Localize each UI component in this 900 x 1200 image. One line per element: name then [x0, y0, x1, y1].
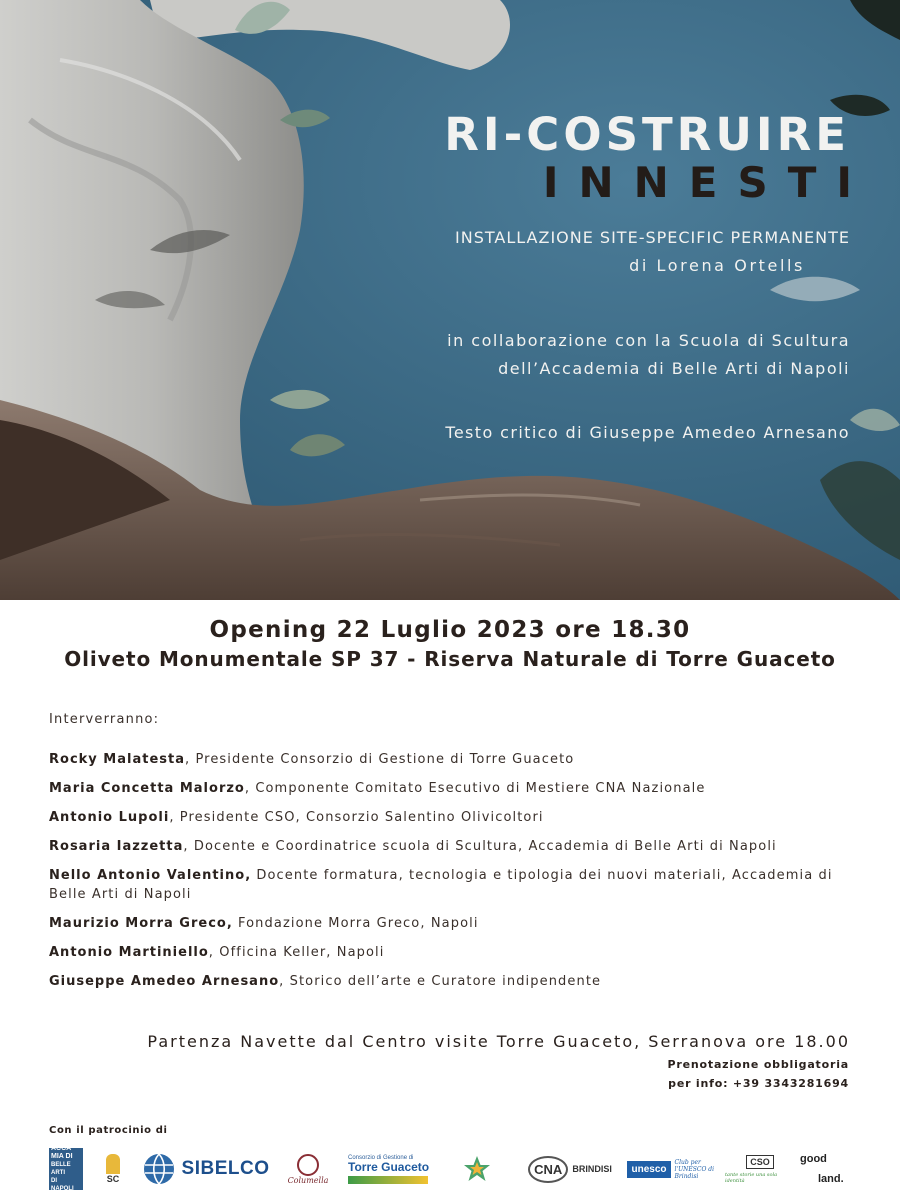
speaker-name: Antonio Lupoli [49, 810, 170, 825]
speaker-role: , Docente e Coordinatrice scuola di Scultura, Accademia di Belle Arti di Napoli [183, 839, 777, 854]
cna-city-text: BRINDISI [572, 1164, 612, 1174]
torre-guaceto-small-text: Consorzio di Gestione di [348, 1154, 414, 1161]
sibelco-logo-text: SIBELCO [181, 1158, 270, 1179]
sponsor-logos [45, 1145, 865, 1192]
accademia-logo [49, 1145, 83, 1192]
speaker-role: Docente formatura, tecnologia e tipologia dei nuovi materiali, Accademia di Belle Arti di Napoli [49, 868, 833, 902]
cna-logo [525, 1148, 615, 1190]
exhibition-subtitle-innesti: INNESTI [542, 158, 872, 207]
speaker-name: Giuseppe Amedeo Arnesano [49, 974, 280, 989]
speaker-role: , Storico dell’arte e Curatore indipendente [279, 974, 602, 989]
speaker-name: Rocky Malatesta [49, 752, 185, 767]
star-icon [462, 1154, 492, 1184]
cso-logo [725, 1148, 795, 1190]
accademia-logo-line: DI NAPOLI [51, 1178, 74, 1192]
speaker-item [49, 750, 869, 769]
sc-logo-mark [106, 1154, 120, 1174]
speaker-item [49, 943, 869, 962]
ministry-logo [460, 1148, 494, 1190]
speaker-item [49, 914, 869, 933]
shuttle-info: Partenza Navette dal Centro visite Torre Guaceto, Serranova ore 18.00 [147, 1032, 850, 1051]
collaboration-line-2: dell’Accademia di Belle Arti di Napoli [498, 359, 850, 378]
installation-type: INSTALLAZIONE SITE-SPECIFIC PERMANENTE [455, 228, 850, 247]
unesco-logo-text: unesco [627, 1161, 670, 1178]
speaker-name: Rosaria Iazzetta [49, 839, 184, 854]
accademia-logo-line: ACCA [51, 1145, 72, 1152]
speaker-name: Antonio Martiniello [49, 945, 209, 960]
speaker-item [49, 972, 869, 991]
collaboration-line-1: in collaborazione con la Scuola di Scultura [447, 331, 850, 350]
sc-logo [103, 1148, 123, 1190]
booking-note: Prenotazione obbligatoria [667, 1058, 849, 1071]
accademia-logo-line: MIA DI [51, 1153, 73, 1160]
speaker-role: , Presidente Consorzio di Gestione di Torre Guaceto [185, 752, 575, 767]
torre-guaceto-landscape-icon [348, 1176, 428, 1184]
globe-icon [142, 1152, 176, 1186]
speaker-name: Maria Concetta Malorzo [49, 781, 245, 796]
columella-logo [283, 1148, 333, 1190]
patronage-label: Con il patrocinio di [49, 1125, 168, 1136]
accademia-logo-line: BELLE ARTI [51, 1162, 71, 1176]
speaker-role: Fondazione Morra Greco, Napoli [232, 916, 479, 931]
sc-logo-text: SC [106, 1174, 120, 1184]
speaker-role: , Presidente CSO, Consorzio Salentino Olivicoltori [169, 810, 544, 825]
speaker-name: Maurizio Morra Greco, [49, 916, 233, 931]
critic-credit: Testo critico di Giuseppe Amedeo Arnesano [445, 423, 850, 442]
cna-logo-text: CNA [528, 1156, 568, 1183]
speaker-role: , Componente Comitato Esecutivo di Mestiere CNA Nazionale [244, 781, 706, 796]
torre-guaceto-logo [348, 1148, 433, 1190]
goodland-logo-text: land. [818, 1173, 844, 1185]
contact-phone: per info: +39 3343281694 [668, 1077, 849, 1090]
torre-guaceto-text: Torre Guaceto [348, 1159, 430, 1174]
columella-logo-text: Columella [287, 1175, 329, 1185]
goodland-logo [800, 1148, 850, 1190]
speaker-item [49, 779, 869, 798]
speakers-heading: Interverranno: [49, 712, 160, 727]
opening-date: Opening 22 Luglio 2023 ore 18.30 [209, 617, 691, 643]
goodland-logo-text: good [800, 1153, 827, 1165]
unesco-logo [625, 1148, 725, 1190]
speaker-role: , Officina Keller, Napoli [208, 945, 385, 960]
speaker-item [49, 837, 869, 856]
exhibition-title: RI-COSTRUIRE [444, 108, 850, 161]
cso-logo-text: CSO [746, 1155, 774, 1169]
unesco-club-text: Club per l'UNESCO di Brindisi [674, 1158, 715, 1180]
speaker-item [49, 808, 869, 827]
venue: Oliveto Monumentale SP 37 - Riserva Naturale di Torre Guaceto [64, 647, 836, 671]
sibelco-logo [138, 1148, 273, 1190]
speakers-list [49, 750, 869, 1001]
cso-tagline: tante storie una sola identità [725, 1171, 778, 1184]
columella-seal-icon [297, 1154, 319, 1176]
speaker-item [49, 866, 869, 904]
speaker-name: Nello Antonio Valentino, [49, 868, 252, 883]
artist-credit: di Lorena Ortells [629, 256, 805, 275]
